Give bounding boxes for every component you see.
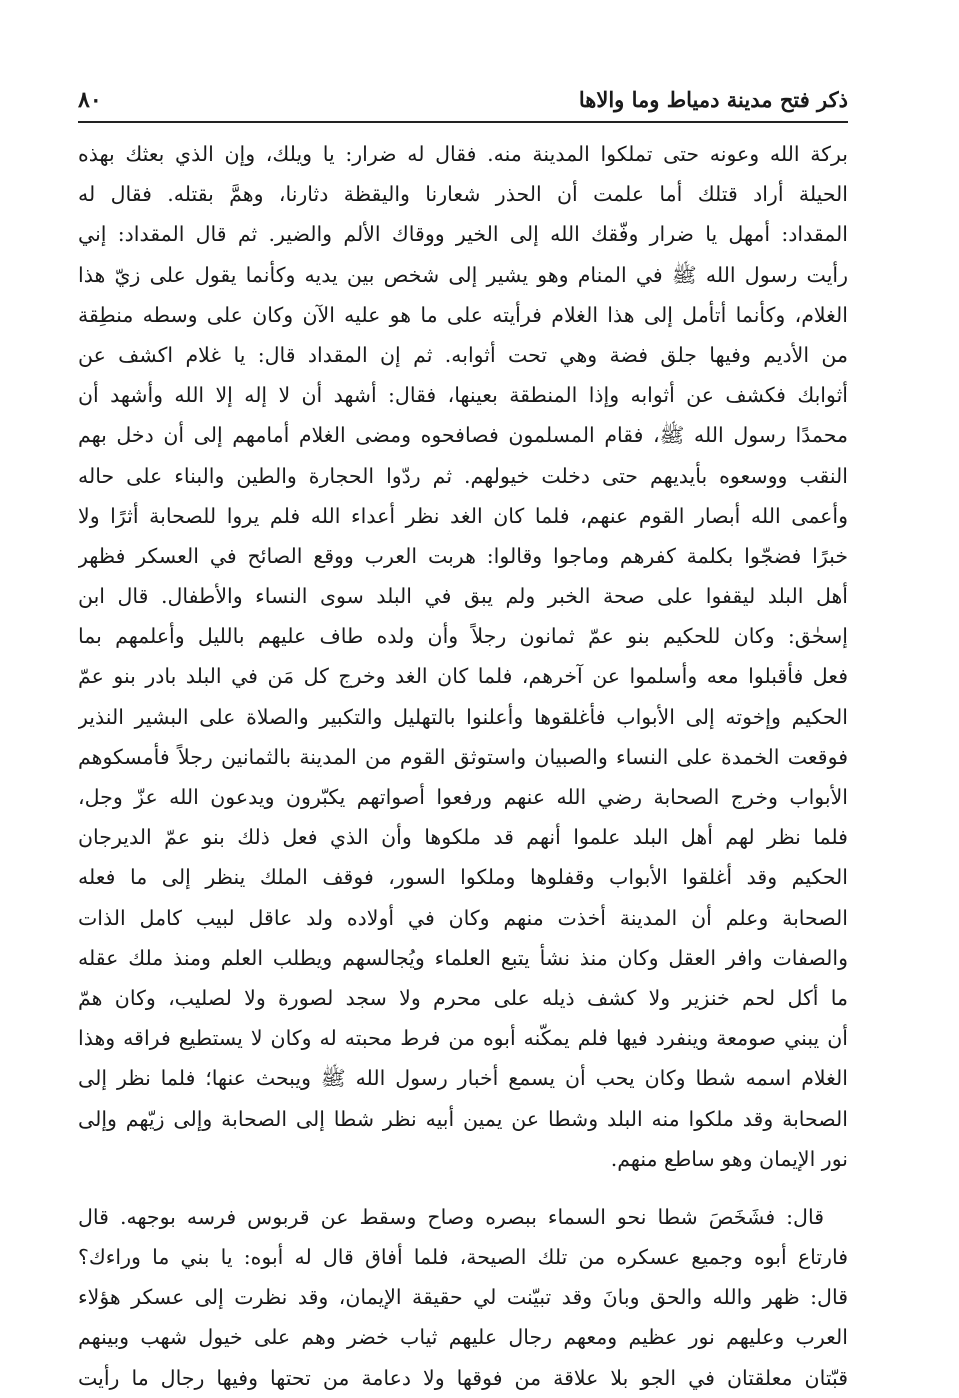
text-line: الغلام اسمه شطا وكان يحب أن يسمع أخبار رسول الله ﷺ ويبحث عنها؛ فلما نظر إلى: [78, 1066, 848, 1091]
text-line: أن يبني صومعة وينفرد فيها فلم يمكّنه أبوه من فرط محبته له وكان لا يستطيع فراقه وهذا: [78, 1026, 848, 1051]
running-header: [78, 84, 848, 118]
text-line: الصحابة وعلم أن المدينة أخذت منهم وكان في أولاده ولد عاقل لبيب كامل الذات: [78, 905, 848, 930]
paragraph-1: [78, 134, 848, 1179]
text-line: الصحابة وقد ملكوا منه البلد وشطا عن يمين أبيه نظر شطا إلى الصحابة وإلى زيّهم وإلى: [78, 1106, 848, 1131]
text-line: نور الإيمان وهو ساطع منهم.: [610, 1146, 848, 1171]
page-number: ٨٠: [78, 87, 102, 113]
text-line: الغلام، وكأنما أتأمل إلى هذا الغلام فرأيته على ما هو عليه الآن وكان على وسطه منطِقة: [78, 302, 848, 327]
paragraph-gap: [78, 1179, 848, 1197]
text-line: النقب ووسعوه بأيديهم حتى دخلت خيولهم. ثم ردّوا الحجارة والطين والبناء على حاله: [78, 463, 848, 488]
text-line: قال: ظهر والله والحق وبانَ وقد تبيّنت لي حقيقة الإيمان، وقد نظرت إلى عسكر هؤلاء: [78, 1285, 848, 1310]
text-line: أهل البلد ليقفوا على صحة الخبر ولم يبق في البلد سوى النساء والأطفال. قال ابن: [78, 584, 848, 609]
text-line: محمدًا رسول الله ﷺ، فقام المسلمون فصافحوه ومضى الغلام أمامهم إلى أن دخل بهم: [78, 423, 848, 448]
text-line: أثوابك فكشف عن أثوابه وإذا المنطقة بعينها، فقال: أشهد أن لا إله إلا الله وأشهد أن: [78, 383, 848, 408]
text-line: قبّتان معلقتان في الجو بلا علاقة من فوقها ولا دعامة من تحتها وفيها رجال ما رأيت: [78, 1365, 848, 1390]
text-line: والصفات وافر العقل وكان منذ نشأ يتبع العلماء ويُجالسهم ويطلب العلم ومنذ ملك عقله: [78, 945, 848, 970]
text-line: المقداد: أمهل يا ضرار وفّقك الله إلى الخير ووقاك الألم والضير. ثم قال المقداد: إني: [78, 222, 848, 247]
text-line: فلما نظر لهم أهل البلد علموا أنهم قد ملكوها وأن الذي فعل ذلك بنو عمّ الديرجان: [78, 825, 848, 850]
text-line: الحكيم وإخوته إلى الأبواب فأغلقوها وأعلنوا بالتهليل والتكبير والصلاة على البشير النذير: [78, 704, 848, 729]
header-title: ذكر فتح مدينة دمياط وما والاها: [578, 87, 848, 112]
text-line: من الأديم وفيها جلق فضة وهي تحت أثوابه. ثم إن المقداد قال: يا غلام اكشف عن: [78, 342, 848, 367]
text-line: بركة الله وعونه حتى تملكوا المدينة منه. فقال له ضرار: يا ويلك، وإن الذي بعثك بهذه: [78, 142, 848, 166]
text-line: فارتاع أبوه وجميع عسكره من تلك الصيحة، فلما أفاق قال له أبوه: يا بني ما وراءك؟: [78, 1245, 848, 1270]
text-line: فعل فأقبلوا معه وأسلموا عن آخرهم، فلما كان الغد وخرج كل مَن في البلد بادر بنو عمّ: [78, 664, 848, 689]
text-line: خبرًا فضجّوا بكلمة كفرهم وماجوا وقالوا: هربت العرب ووقع الصائح في العسكر فظهر: [78, 543, 848, 568]
text-line: العرب وعليهم نور عظيم ومعهم رجال عليهم ثياب خضر وهم على خيول شهب وبينهم: [78, 1325, 848, 1350]
text-line: رأيت رسول الله ﷺ في المنام وهو يشير إلى شخص بين يديه وكأنما يقول على زيّ هذا: [78, 262, 848, 287]
body-text: [78, 134, 848, 1398]
text-line: فوقعت الخمدة على النساء والصبيان واستوثق القوم من المدينة بالثمانين رجلاً فأمسكوهم: [78, 744, 848, 769]
text-line: إسحٰق: وكان للحكيم بنو عمّ ثمانون رجلاً وأن ولده طاف عليهم بالليل وأعلمهم بما: [78, 624, 848, 649]
text-line: وأعمى الله أبصار القوم عنهم، فلما كان الغد نظر أعداء الله فلم يروا للصحابة أثرًا ولا: [78, 503, 848, 528]
text-line: الحيلة أراد قتلك أما علمت أن الحذر شعارنا واليقظة دثارنا، وهمَّ بقتله. فقال له: [78, 182, 848, 207]
header-divider: [78, 121, 848, 123]
text-line: الحكيم وقد أغلقوا الأبواب وقفلوها وملكوا السور، فوقف الملك ينظر إلى ما فعله: [78, 865, 848, 890]
text-line: ما أكل لحم خنزير ولا كشف ذيله على محرم ولا سجد لصورة ولا لصليب، وكان همّ: [78, 985, 848, 1010]
text-line: قال: فشَخَصَ شطا نحو السماء ببصره وصاح وسقط عن قربوس فرسه بوجهه. قال: [78, 1204, 824, 1229]
paragraph-2: [78, 1197, 848, 1398]
text-line: الأبواب وخرج الصحابة رضي الله عنهم ورفعوا أصواتهم يكبّرون ويدعون الله عزّ وجل،: [78, 785, 848, 809]
